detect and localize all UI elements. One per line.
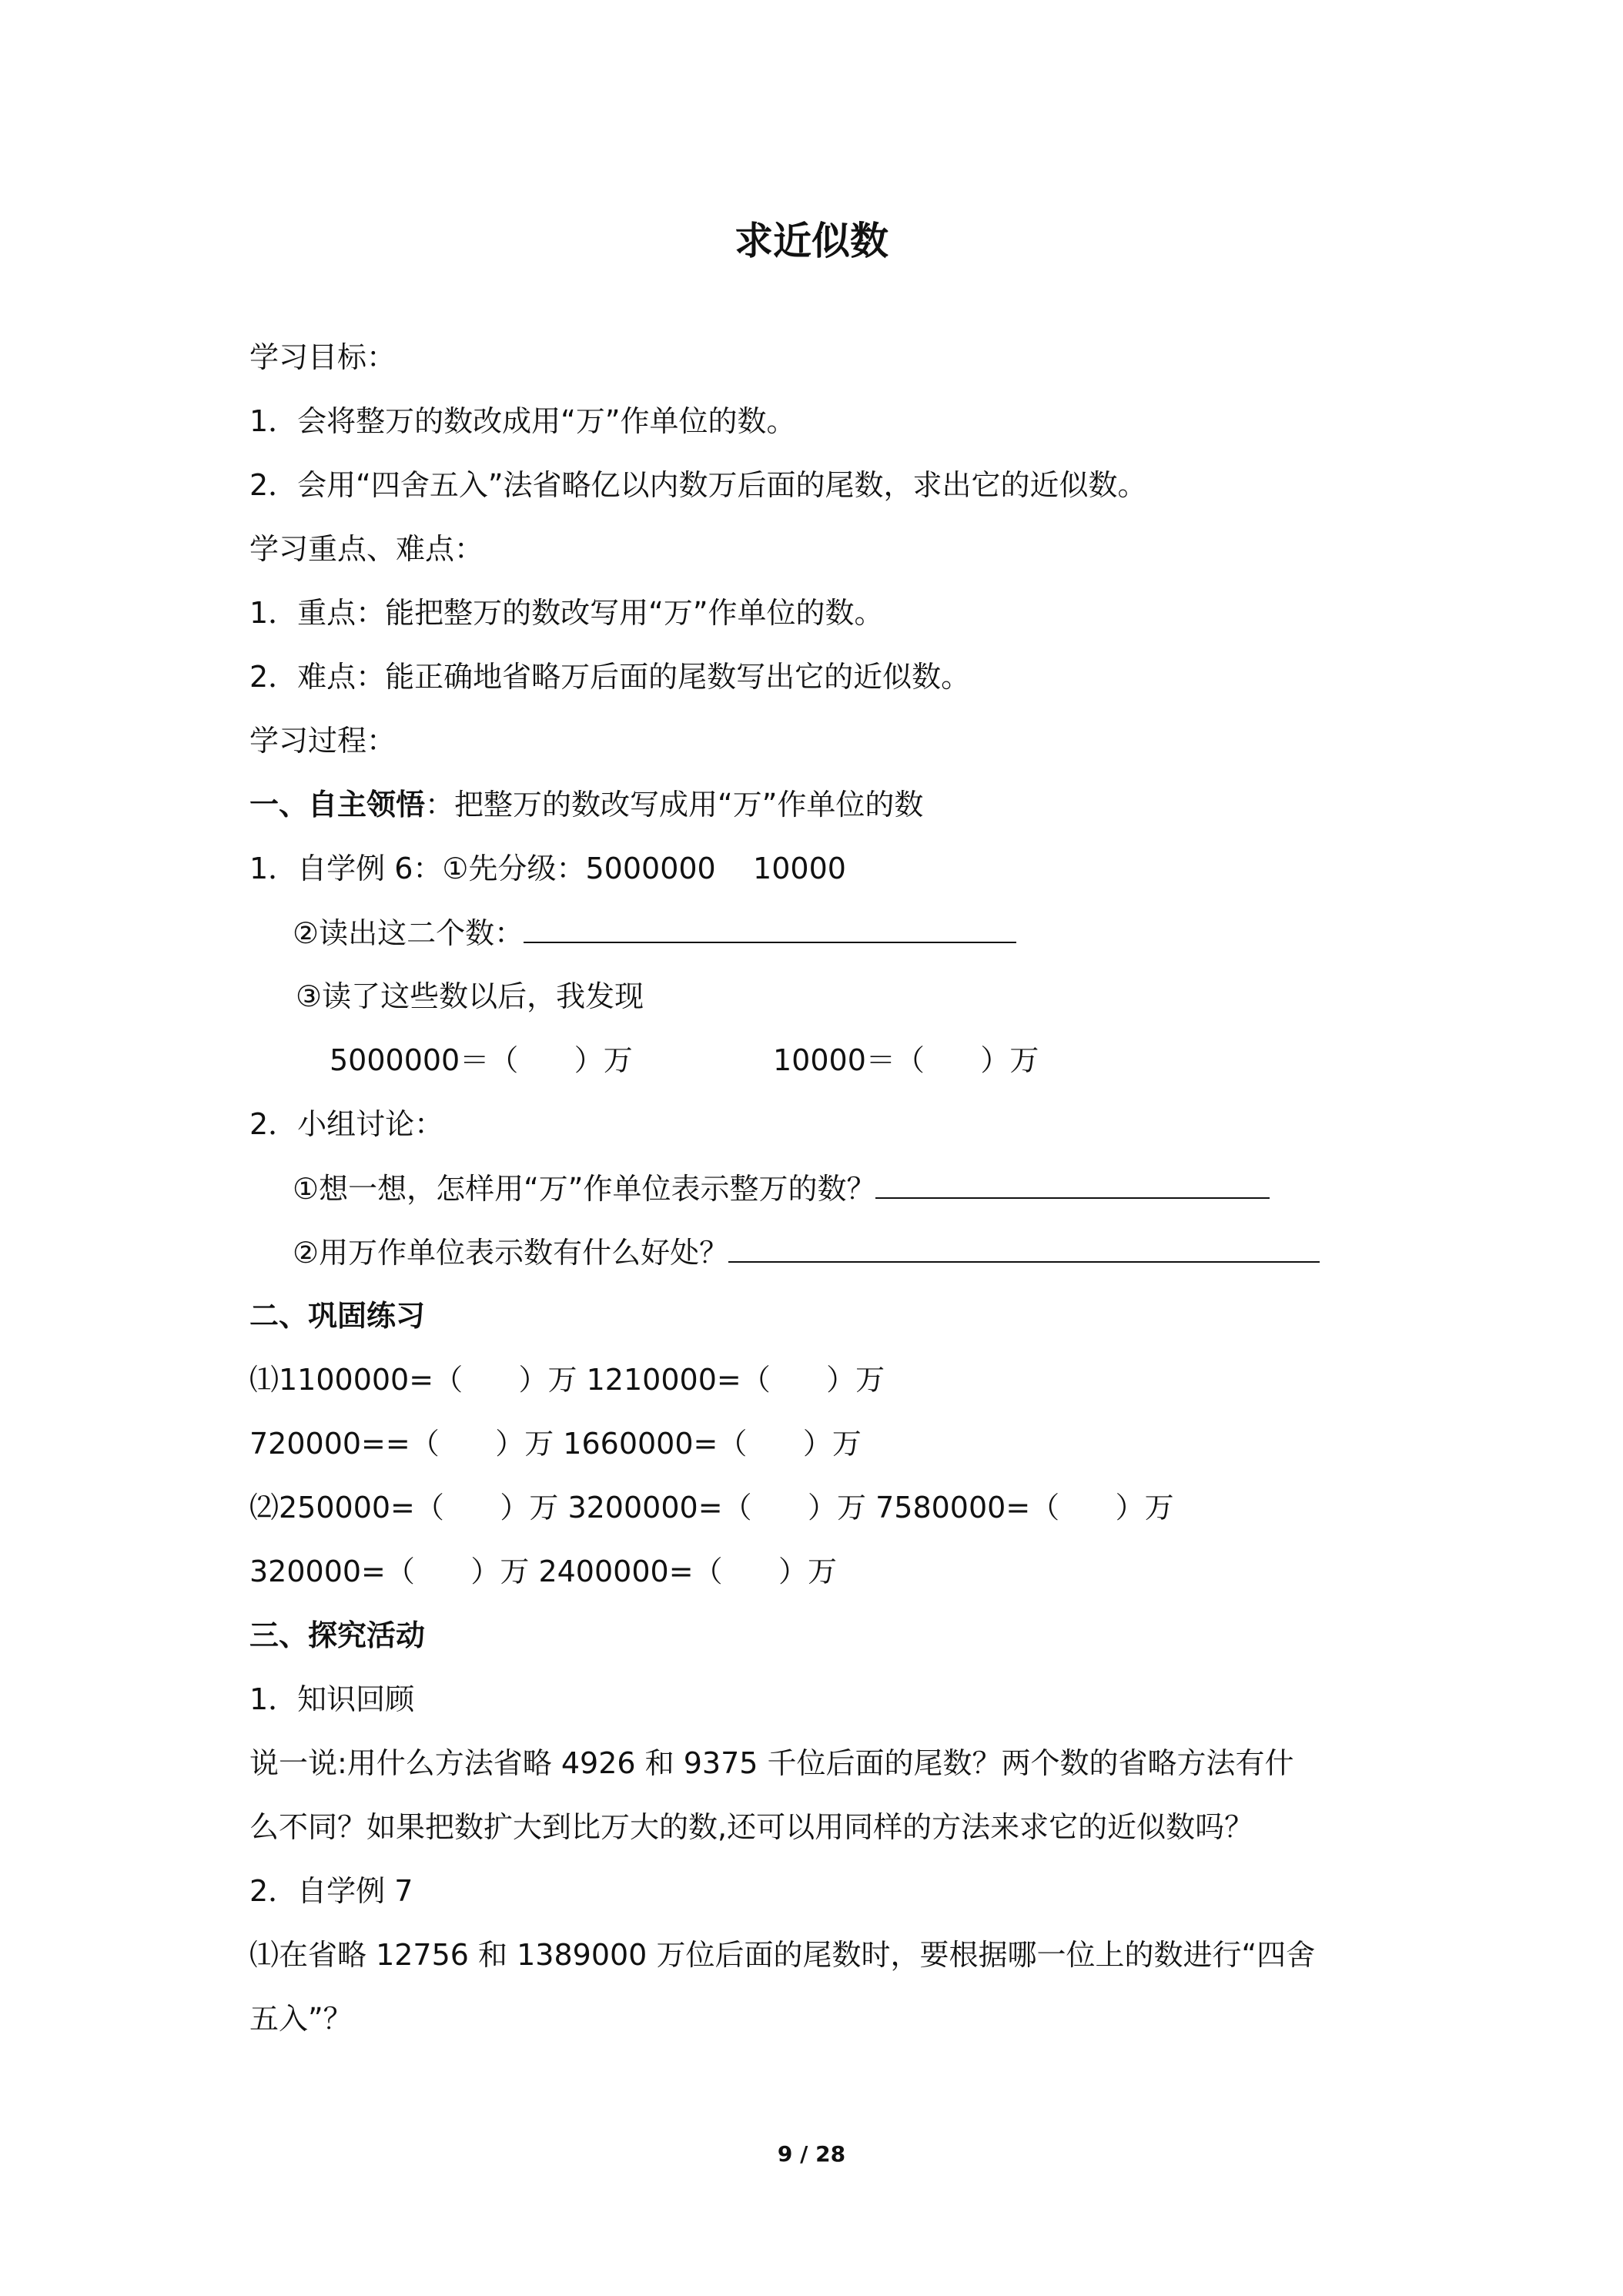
keypoints-heading: 学习重点、难点：	[249, 532, 484, 566]
section1-title-bold: 一、自主领悟	[249, 788, 426, 822]
s1-item1-read-label: ②读出这二个数：	[293, 916, 524, 950]
section1-title	[249, 783, 923, 826]
s1-item2: 2．小组讨论：	[249, 1107, 444, 1141]
exercise-1a: ⑴1100000=（ ）万 1210000=（ ）万	[249, 1363, 885, 1397]
section3-title: 三、探究活动	[249, 1618, 426, 1652]
keypoint-2: 2．难点：能正确地省略万后面的尾数写出它的近似数。	[249, 660, 971, 694]
section2-title: 二、巩固练习	[249, 1299, 426, 1333]
exercise-2b: 320000=（ ）万 2400000=（ ）万	[249, 1555, 838, 1588]
answer-blank-q2	[728, 1230, 1320, 1263]
objective-2: 2．会用“四舍五入”法省略亿以内数万后面的尾数，求出它的近似数。	[249, 468, 1147, 502]
s1-item2-q1-text: ①想一想，怎样用“万”作单位表示整万的数？	[293, 1172, 876, 1206]
s1-item2-q2-text: ②用万作单位表示数有什么好处？	[293, 1236, 729, 1270]
s1-item1: 1．自学例 6：①先分级：5000000 10000	[249, 852, 846, 885]
section1-title-rest: ：把整万的数改写成用“万”作单位的数	[425, 788, 924, 822]
exercise-1b: 720000==（ ）万 1660000=（ ）万	[249, 1427, 862, 1461]
objectives-heading: 学习目标：	[249, 340, 397, 374]
s3-item1: 1．知识回顾	[249, 1682, 415, 1716]
page-title: 求近似数	[735, 219, 888, 263]
s1-eq-a: 5000000＝（ ）万	[330, 1043, 633, 1077]
answer-blank-read	[524, 911, 1016, 943]
s1-item1-find: ③读了这些数以后，我发现	[296, 979, 644, 1013]
s1-eq-b: 10000＝（ ）万	[773, 1043, 1039, 1077]
objective-1: 1．会将整万的数改成用“万”作单位的数。	[249, 404, 796, 438]
s3-text2: 么不同？如果把数扩大到比万大的数,还可以用同样的方法来求它的近似数吗？	[249, 1810, 1254, 1844]
s1-item2-q1	[293, 1166, 1270, 1210]
keypoint-1: 1．重点：能把整万的数改写用“万”作单位的数。	[249, 596, 884, 630]
process-heading: 学习过程：	[249, 724, 397, 758]
s3-q1-line2: 五入”？	[249, 2002, 353, 2036]
s1-item1-read	[293, 911, 1016, 955]
s1-item2-q2	[293, 1230, 1320, 1274]
s3-q1-line1: ⑴在省略 12756 和 1389000 万位后面的尾数时，要根据哪一位上的数进行“四舍	[249, 1938, 1316, 1972]
answer-blank-q1	[875, 1166, 1270, 1199]
s3-text1: 说一说:用什么方法省略 4926 和 9375 千位后面的尾数？两个数的省略方法有什	[249, 1746, 1294, 1780]
exercise-2a: ⑵250000=（ ）万 3200000=（ ）万 7580000=（ ）万	[249, 1491, 1174, 1525]
page-number: 9 / 28	[777, 2141, 846, 2167]
s3-item2: 2．自学例 7	[249, 1874, 413, 1908]
